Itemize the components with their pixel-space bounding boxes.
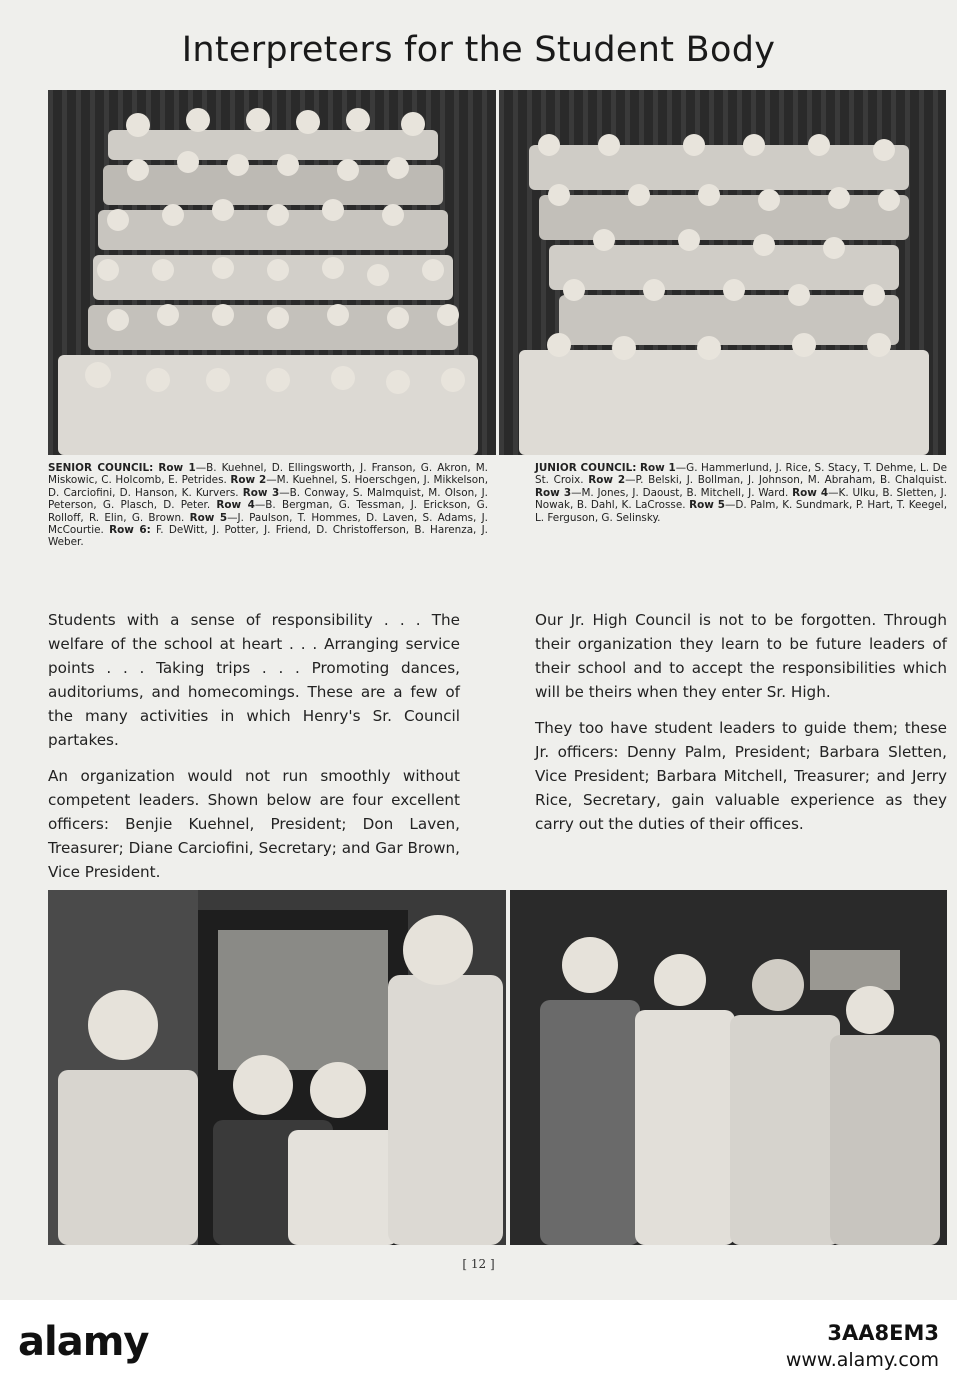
image-id: 3AA8EM3 [827, 1321, 939, 1345]
junior-council-photo [499, 90, 946, 455]
junior-row4-label: Row 4 [792, 486, 829, 499]
senior-row6-label: Row 6: [109, 524, 151, 537]
senior-paragraph-2: An organization would not run smoothly without competent leaders. Shown below are four excellent officers: Benjie Kuehnel, President; Don Laven, Treasurer; Diane Carciofini, Secretary; and Gar Brown, Vice President. [48, 767, 460, 881]
junior-council-caption [535, 462, 947, 524]
junior-officers-photo [510, 890, 947, 1245]
senior-council-text [48, 608, 460, 896]
junior-officers-figures [510, 890, 947, 1245]
senior-officers-photo [48, 890, 506, 1245]
junior-row3-label: Row 3 [535, 486, 572, 499]
senior-row4-label: Row 4 [216, 499, 255, 512]
junior-row4-names: —K. Ulku, B. Sletten, J. Nowak, B. Dahl, K. LaCrosse. [535, 486, 947, 512]
image-info [786, 1321, 939, 1371]
junior-row5-label: Row 5 [689, 499, 725, 512]
alamy-logo: alamy [18, 1319, 149, 1365]
senior-officers-figures [48, 890, 506, 1245]
junior-row5-names: —D. Palm, K. Sundmark, P. Hart, T. Keegel, L. Ferguson, G. Selinsky. [535, 499, 947, 524]
junior-council-text [535, 608, 947, 848]
junior-row3-names: —M. Jones, J. Daoust, B. Mitchell, J. Ward. [571, 486, 789, 499]
senior-row4-names: —B. Bergman, G. Tessman, J. Erickson, G. Rolloff, R. Elin, G. Brown. [48, 499, 489, 524]
senior-council-photo [48, 90, 496, 455]
image-url: www.alamy.com [785, 1349, 939, 1371]
senior-paragraph-1: Students with a sense of responsibility . . . The welfare of the school at heart . . . Arranging service points . . . Taking trips . . . Promoting dances, auditoriums, and homecomings. These are a few of the many activities in which Henry's Sr. Council partakes. [48, 611, 460, 749]
senior-row6-names: F. DeWitt, J. Potter, J. Friend, D. Christofferson, B. Harenza, J. Weber. [48, 524, 488, 549]
junior-council-figures [499, 90, 946, 455]
senior-row5-names: —J. Paulson, T. Hommes, D. Laven, S. Adams, J. McCourtie. [48, 511, 488, 537]
senior-row2-label: Row 2 [230, 474, 267, 487]
junior-row2-label: Row 2 [588, 474, 626, 487]
junior-row1-names: —G. Hammerlund, J. Rice, S. Stacy, T. Dehme, L. De St. Croix. [535, 462, 947, 487]
junior-paragraph-2: They too have student leaders to guide them; these Jr. officers: Denny Palm, President; Barbara Sletten, Vice President; Barbara Mitchell, Treasurer; and Jerry Rice, Secretary, gain valuable experience as they carry out the duties of their offices. [535, 719, 947, 833]
senior-council-figures [48, 90, 496, 455]
senior-row1-names: —B. Kuehnel, D. Ellingsworth, J. Franson, G. Akron, M. Miskowic, C. Holcomb, E. Petrides. [48, 462, 488, 487]
senior-row1-label: Row 1 [158, 462, 196, 474]
senior-caption-heading: SENIOR COUNCIL: [48, 462, 154, 474]
senior-row5-label: Row 5 [189, 511, 228, 524]
page-title: Interpreters for the Student Body [181, 30, 776, 70]
junior-row1-label: Row 1 [639, 462, 676, 474]
junior-row2-names: —P. Belski, J. Bollman, J. Johnson, M. Abraham, B. Chalquist. [625, 474, 948, 487]
senior-row3-names: —B. Conway, S. Malmquist, M. Olson, J. Peterson, G. Plasch, D. Peter. [48, 486, 488, 512]
senior-row2-names: —M. Kuehnel, S. Hoerschgen, J. Mikkelson, D. Carciofini, D. Hanson, K. Kurvers. [48, 474, 489, 499]
senior-council-caption [48, 462, 488, 549]
junior-caption-heading: JUNIOR COUNCIL: [535, 462, 637, 474]
page-number: [ 12 ] [462, 1257, 495, 1271]
senior-row3-label: Row 3 [242, 486, 280, 499]
junior-paragraph-1: Our Jr. High Council is not to be forgotten. Through their organization they learn to be future leaders of their school and to accept the responsibilities which will be theirs when they enter Sr. High. [535, 611, 947, 701]
